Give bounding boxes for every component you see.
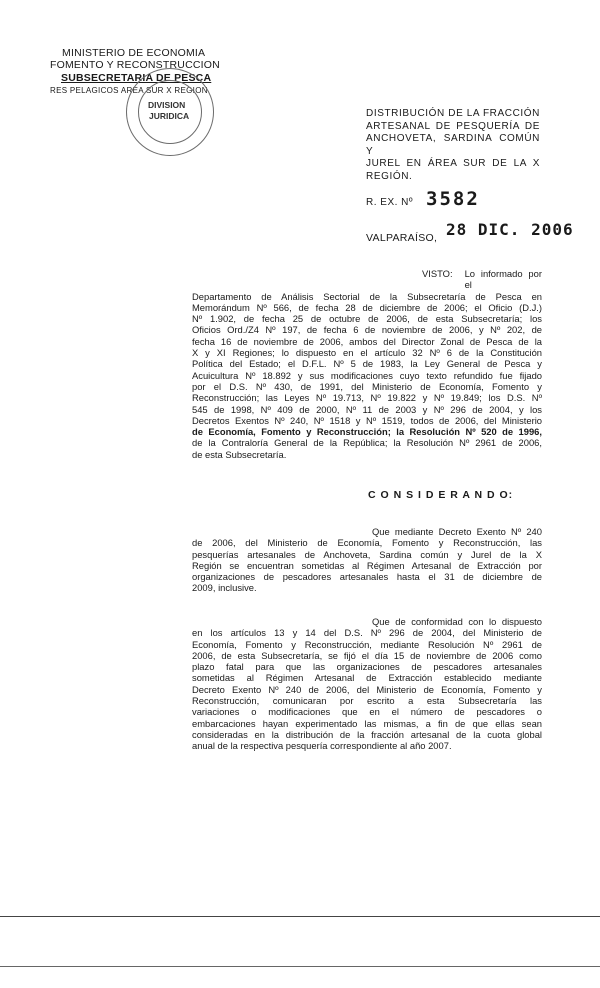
visto-line: Oficios Ord./Z4 Nº 197, de fecha 6 de noviembre de 2006, y Nº 202, de: [192, 324, 542, 336]
paragraph-line: consideradas en la distribución de la fracción artesanal de la cuota global: [192, 728, 542, 740]
page-divider-line: [0, 916, 600, 917]
subsecretaria-name: SUBSECRETARIA DE PESCA: [61, 72, 212, 84]
paragraph-line: Región se encuentran sometidas al Régimen Artesanal de Extracción por: [192, 559, 542, 571]
resolution-label: R. EX. Nº: [366, 197, 414, 208]
paragraph-line: variaciones o modificaciones que en el número de pescadores o: [192, 706, 542, 718]
visto-line: Decretos Exentos Nº 240, Nº 1518 y Nº 1519, todos de 2006, del Ministerio: [192, 414, 542, 426]
visto-line: X y XI Regiones; lo dispuesto en el artículo 32 Nº 6 de la Constitución: [192, 347, 542, 359]
considerando-paragraph-2: [192, 616, 542, 752]
stamp-division-label: DIVISION: [148, 100, 186, 110]
considerando-heading: C O N S I D E R A N D O:: [368, 489, 514, 501]
visto-line: fecha 16 de noviembre de 2006, ambos del Director Zonal de Pesca de la: [192, 335, 542, 347]
visto-line: Nº 1.902, de fecha 25 de octubre de 2006, de esta Subsecretaría; los: [192, 313, 542, 325]
resolution-date: 28 DIC. 2006: [446, 220, 574, 239]
visto-line: 545 de 1998, Nº 409 de 2000, Nº 11 de 2003 y Nº 296 de 2004, y los: [192, 403, 542, 415]
paragraph-line: embarcaciones hayan experimentado las mismas, a fin de que ellas sean: [192, 717, 542, 729]
paragraph-line: Decreto Exento Nº 240 de 2006, del Ministerio de Economía, Fomento y: [192, 683, 542, 695]
ministry-name: MINISTERIO DE ECONOMIA: [62, 47, 206, 59]
visto-line: Departamento de Análisis Sectorial de la Subsecretaría de Pesca en: [192, 290, 542, 302]
paragraph-line: Reconstrucción, comunicaran por escrito a esta Subsecretaría las: [192, 695, 542, 707]
visto-first-line: [192, 268, 542, 291]
visto-section: [192, 268, 542, 460]
paragraph-line: de 2006, del Ministerio de Economía, Fomento y Reconstrucción, las: [192, 537, 542, 549]
visto-line: Reconstrucción; las Leyes Nº 19.713, Nº 19.822 y Nº 19.849; los D.S. Nº: [192, 392, 542, 404]
visto-line: Acuicultura Nº 18.892 y sus modificaciones cuyo texto refundido fue fijado: [192, 369, 542, 381]
visto-line: por el D.S. Nº 430, de 1991, del Ministerio de Economía, Fomento y: [192, 380, 542, 392]
paragraph-line: Economía, Fomento y Reconstrucción, mediante Resolución Nº 2961 de: [192, 638, 542, 650]
title-line: DISTRIBUCIÓN DE LA FRACCIÓN: [366, 108, 540, 119]
paragraph-line: 2006, de esta Subsecretaría, se fijó el día 15 de noviembre de 2006 como: [192, 649, 542, 661]
visto-line: Política del Estado; el D.F.L. Nº 5 de 1983, la Ley General de Pesca y: [192, 358, 542, 370]
visto-line: de esta Subsecretaría.: [192, 448, 287, 460]
paragraph-line: 2009, inclusive.: [192, 582, 257, 594]
title-line: REGIÓN.: [366, 170, 413, 182]
ministry-subtitle: FOMENTO Y RECONSTRUCCION: [50, 59, 220, 71]
visto-line: de la Contraloría General de la República; la Resolución Nº 2961 de 2006,: [192, 437, 542, 449]
considerando-paragraph-1: [192, 526, 542, 594]
title-line: ARTESANAL DE PESQUERÍA DE: [366, 120, 540, 132]
paragraph-line: pesquerías artesanales de Anchoveta, Sardina común y Jurel de la X: [192, 548, 542, 560]
department-name: RES PELAGICOS AREA SUR X REGION: [50, 86, 208, 95]
paragraph-line: Que mediante Decreto Exento Nº 240: [372, 526, 542, 537]
document-title: [366, 108, 540, 184]
paragraph-line: Que de conformidad con lo dispuesto: [372, 616, 542, 627]
paragraph-line: organizaciones de pescadores artesanales hasta el 31 de diciembre de: [192, 571, 542, 583]
visto-label: VISTO:: [422, 268, 453, 279]
visto-line: Lo informado por el: [464, 268, 542, 291]
paragraph-line: anual de la respectiva pesquería correspondiente al año 2007.: [192, 740, 452, 752]
page-divider-line: [0, 966, 600, 967]
stamp-juridica-label: JURIDICA: [149, 111, 190, 121]
visto-line: Memorándum Nº 566, de fecha 28 de diciembre de 2006; el Oficio (D.J.): [192, 301, 542, 313]
title-line: JUREL EN ÁREA SUR DE LA X: [366, 158, 540, 170]
resolution-number: 3582: [426, 188, 480, 210]
paragraph-line: sometidas al Régimen Artesanal de Extracción establecido mediante: [192, 672, 542, 684]
city-label: VALPARAÍSO,: [366, 232, 438, 244]
visto-line: de Economía, Fomento y Reconstrucción; la Resolución Nº 520 de 1996,: [192, 426, 542, 438]
paragraph-line: en los artículos 13 y 14 del D.S. Nº 296 de 2004, del Ministerio de: [192, 627, 542, 639]
title-line: ANCHOVETA, SARDINA COMÚN Y: [366, 133, 540, 157]
paragraph-line: plazo fatal para que las organizaciones de pescadores artesanales: [192, 661, 542, 673]
